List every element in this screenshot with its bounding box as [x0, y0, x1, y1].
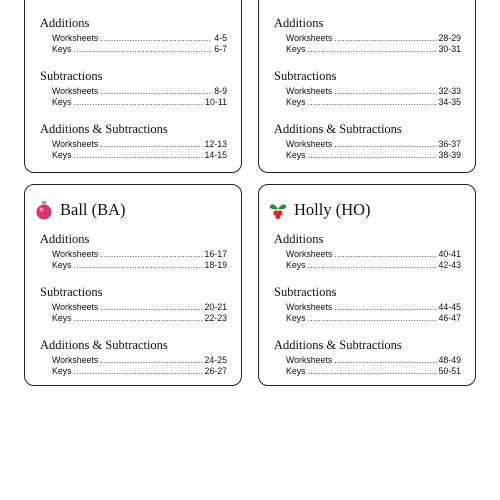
toc-row — [274, 86, 461, 97]
dot-leader — [334, 249, 436, 260]
toc-row — [40, 302, 227, 313]
dot-leader — [100, 86, 212, 97]
toc-pages: 44-45 — [438, 302, 461, 312]
toc-pages: 46-47 — [438, 313, 461, 323]
card-body — [40, 16, 227, 175]
toc-label: Worksheets — [286, 86, 333, 96]
section-title: Subtractions — [40, 285, 103, 299]
dot-leader — [100, 139, 202, 150]
toc-row — [40, 33, 227, 44]
dot-leader — [334, 86, 436, 97]
card-body — [274, 16, 461, 175]
toc-label: Worksheets — [286, 302, 333, 312]
dot-leader — [308, 313, 437, 324]
toc-pages: 24-25 — [204, 355, 227, 365]
toc-label: Worksheets — [286, 33, 333, 43]
section-title: Additions & Subtractions — [40, 338, 168, 352]
card-holly — [258, 184, 476, 386]
card-body — [274, 232, 461, 391]
toc-row — [274, 355, 461, 366]
section-additions — [274, 232, 461, 271]
dot-leader — [74, 260, 203, 271]
holly-icon — [268, 200, 288, 220]
toc-row — [274, 313, 461, 324]
dot-leader — [308, 44, 437, 55]
dot-leader — [308, 366, 437, 377]
toc-row — [274, 249, 461, 260]
toc-pages: 50-51 — [438, 366, 461, 376]
toc-pages: 48-49 — [438, 355, 461, 365]
toc-row — [274, 139, 461, 150]
dot-leader — [308, 150, 437, 161]
toc-pages: 18-19 — [204, 260, 227, 270]
toc-label: Worksheets — [286, 249, 333, 259]
dot-leader — [334, 139, 436, 150]
toc-row — [40, 366, 227, 377]
toc-label: Keys — [286, 150, 306, 160]
toc-row — [40, 355, 227, 366]
dot-leader — [308, 260, 437, 271]
section-title: Subtractions — [274, 69, 337, 83]
card-ball — [24, 184, 242, 386]
toc-label: Worksheets — [52, 86, 99, 96]
dot-leader — [74, 44, 213, 55]
toc-pages: 10-11 — [205, 97, 227, 107]
toc-label: Keys — [52, 366, 72, 376]
toc-label: Keys — [52, 44, 72, 54]
section-subtractions — [274, 285, 461, 324]
card-gingerbread-house — [24, 0, 242, 173]
toc-pages: 20-21 — [204, 302, 227, 312]
toc-label: Worksheets — [52, 249, 99, 259]
toc-row — [274, 44, 461, 55]
toc-label: Keys — [286, 44, 306, 54]
card-title — [34, 197, 126, 223]
toc-label: Worksheets — [52, 139, 99, 149]
card-body — [40, 232, 227, 391]
toc-row — [40, 150, 227, 161]
section-additions — [40, 232, 227, 271]
card-present — [258, 0, 476, 173]
toc-label: Worksheets — [286, 355, 333, 365]
toc-pages: 4-5 — [214, 33, 227, 43]
toc-row — [40, 44, 227, 55]
toc-pages: 32-33 — [438, 86, 461, 96]
toc-label: Worksheets — [52, 33, 99, 43]
section-title: Additions & Subtractions — [274, 338, 402, 352]
section-title: Additions — [274, 16, 324, 30]
toc-row — [274, 150, 461, 161]
section-subtractions — [40, 285, 227, 324]
dot-leader — [308, 97, 437, 108]
dot-leader — [334, 302, 436, 313]
toc-pages: 16-17 — [204, 249, 227, 259]
ornament-ball-icon — [34, 200, 54, 220]
dot-leader — [74, 97, 204, 108]
toc-row — [274, 97, 461, 108]
toc-row — [40, 249, 227, 260]
card-title-text: Ball (BA) — [60, 200, 126, 219]
toc-row — [40, 260, 227, 271]
section-title: Additions — [40, 232, 90, 246]
toc-label: Keys — [286, 313, 306, 323]
toc-row — [40, 86, 227, 97]
toc-row — [274, 33, 461, 44]
toc-label: Keys — [52, 150, 72, 160]
section-additions — [40, 16, 227, 55]
section-title: Subtractions — [40, 69, 103, 83]
section-title: Additions & Subtractions — [40, 122, 168, 136]
dot-leader — [100, 355, 202, 366]
toc-row — [274, 260, 461, 271]
section-subtractions — [274, 69, 461, 108]
dot-leader — [100, 33, 212, 44]
toc-row — [40, 313, 227, 324]
dot-leader — [74, 313, 203, 324]
dot-leader — [334, 355, 436, 366]
section-additions — [274, 16, 461, 55]
toc-pages: 8-9 — [214, 86, 227, 96]
toc-row — [40, 139, 227, 150]
dot-leader — [334, 33, 436, 44]
dot-leader — [100, 249, 202, 260]
toc-pages: 28-29 — [438, 33, 461, 43]
section-additions-subtractions — [40, 338, 227, 377]
toc-pages: 12-13 — [204, 139, 227, 149]
dot-leader — [74, 150, 203, 161]
toc-pages: 38-39 — [438, 150, 461, 160]
dot-leader — [100, 302, 202, 313]
toc-row — [40, 97, 227, 108]
toc-pages: 22-23 — [204, 313, 227, 323]
card-title-text: Holly (HO) — [294, 200, 371, 219]
card-title — [268, 197, 371, 223]
dot-leader — [74, 366, 203, 377]
toc-pages: 42-43 — [438, 260, 461, 270]
toc-label: Keys — [52, 313, 72, 323]
toc-row — [274, 366, 461, 377]
section-title: Additions & Subtractions — [274, 122, 402, 136]
toc-pages: 26-27 — [204, 366, 227, 376]
toc-label: Keys — [52, 260, 72, 270]
section-title: Subtractions — [274, 285, 337, 299]
toc-pages: 34-35 — [438, 97, 461, 107]
toc-pages: 30-31 — [438, 44, 461, 54]
toc-label: Keys — [52, 97, 72, 107]
toc-label: Keys — [286, 97, 306, 107]
toc-pages: 40-41 — [438, 249, 461, 259]
toc-pages: 36-37 — [438, 139, 461, 149]
section-additions-subtractions — [274, 338, 461, 377]
toc-row — [274, 302, 461, 313]
toc-label: Worksheets — [286, 139, 333, 149]
section-subtractions — [40, 69, 227, 108]
section-additions-subtractions — [40, 122, 227, 161]
toc-pages: 6-7 — [214, 44, 227, 54]
toc-label: Worksheets — [52, 355, 99, 365]
toc-label: Worksheets — [52, 302, 99, 312]
section-title: Additions — [274, 232, 324, 246]
section-additions-subtractions — [274, 122, 461, 161]
section-title: Additions — [40, 16, 90, 30]
toc-label: Keys — [286, 366, 306, 376]
toc-label: Keys — [286, 260, 306, 270]
toc-pages: 14-15 — [204, 150, 227, 160]
